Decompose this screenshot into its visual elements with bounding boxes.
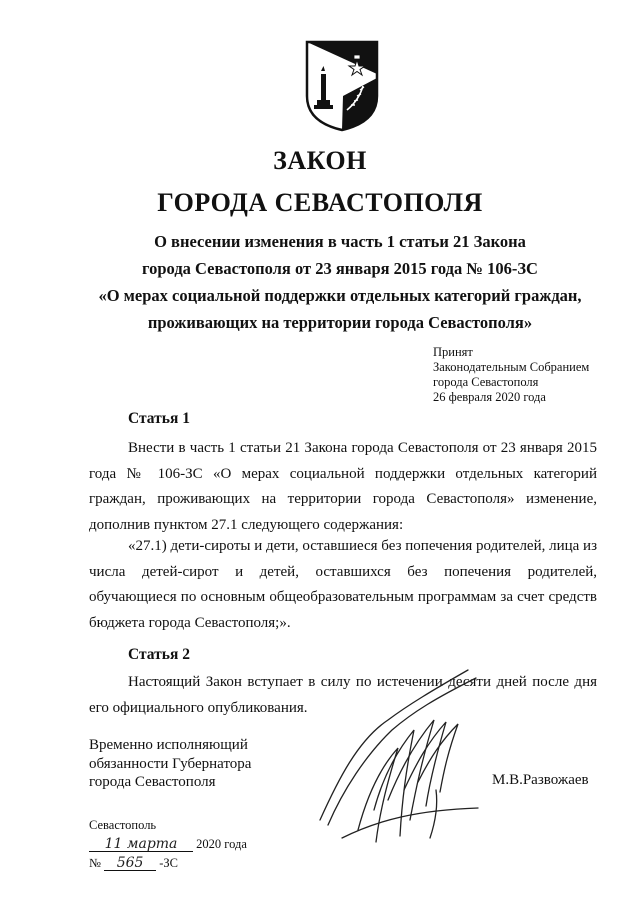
- handwritten-date: 11 марта: [89, 837, 193, 852]
- article-1-paragraph: Внести в часть 1 статьи 21 Закона города Севастополя от 23 января 2015 года № 106-ЗС «О мерах социальной поддержки отдельных категорий граждан, проживающих на территории города Севастополя» изменение, дополнив пунктом 27.1 следующего содержания:: [89, 440, 597, 533]
- article-1-heading: Статья 1: [128, 410, 190, 427]
- handwritten-signature: [318, 660, 498, 850]
- law-subject-line: города Севастополя от 23 января 2015 года № 106-ЗС: [142, 259, 538, 278]
- adoption-note: [433, 345, 589, 405]
- handwritten-number: 565: [104, 856, 156, 871]
- number-suffix: -ЗС: [159, 856, 178, 870]
- law-subject-line: «О мерах социальной поддержки отдельных категорий граждан,: [98, 286, 582, 305]
- signer-position-line: Временно исполняющий: [89, 737, 248, 753]
- law-title: ЗАКОН: [273, 146, 367, 175]
- number-sign: №: [89, 856, 101, 870]
- law-subject-line: проживающих на территории города Севастополя»: [147, 313, 533, 332]
- law-subject: [60, 228, 620, 336]
- law-issuer: ГОРОДА СЕВАСТОПОЛЯ: [157, 188, 483, 217]
- signing-date: [89, 835, 247, 854]
- adoption-note-line: Принят: [433, 345, 473, 359]
- article-2-paragraph: Настоящий Закон вступает в силу по истечении десяти дней после дня его официального опубликования.: [89, 674, 597, 716]
- signing-details: [89, 816, 247, 873]
- adoption-note-line: Законодательным Собранием: [433, 360, 590, 374]
- article-2-heading: Статья 2: [128, 646, 190, 663]
- signing-place: Севастополь: [89, 818, 157, 832]
- article-1-quoted-item: «27.1) дети-сироты и дети, оставшиеся без попечения родителей, лица из числа детей-сирот и детей, оставшихся без попечения родителей, обучающиеся по основным общеобразовательным программам за счет средств бюджета города Севастополя;».: [89, 538, 598, 631]
- adoption-date: 26 февраля 2020 года: [433, 390, 546, 404]
- signer-position-line: обязанности Губернатора: [89, 755, 252, 772]
- sevastopol-coat-of-arms-icon: [303, 38, 381, 132]
- adoption-note-line: города Севастополя: [433, 375, 539, 389]
- signer-position-line: города Севастополя: [89, 774, 216, 790]
- signing-year: 2020 года: [196, 837, 247, 851]
- law-number: [89, 854, 247, 873]
- signer-position: [89, 736, 251, 792]
- signer-name: М.В.Развожаев: [492, 772, 589, 788]
- law-subject-line: О внесении изменения в часть 1 статьи 21 Закона: [154, 232, 526, 251]
